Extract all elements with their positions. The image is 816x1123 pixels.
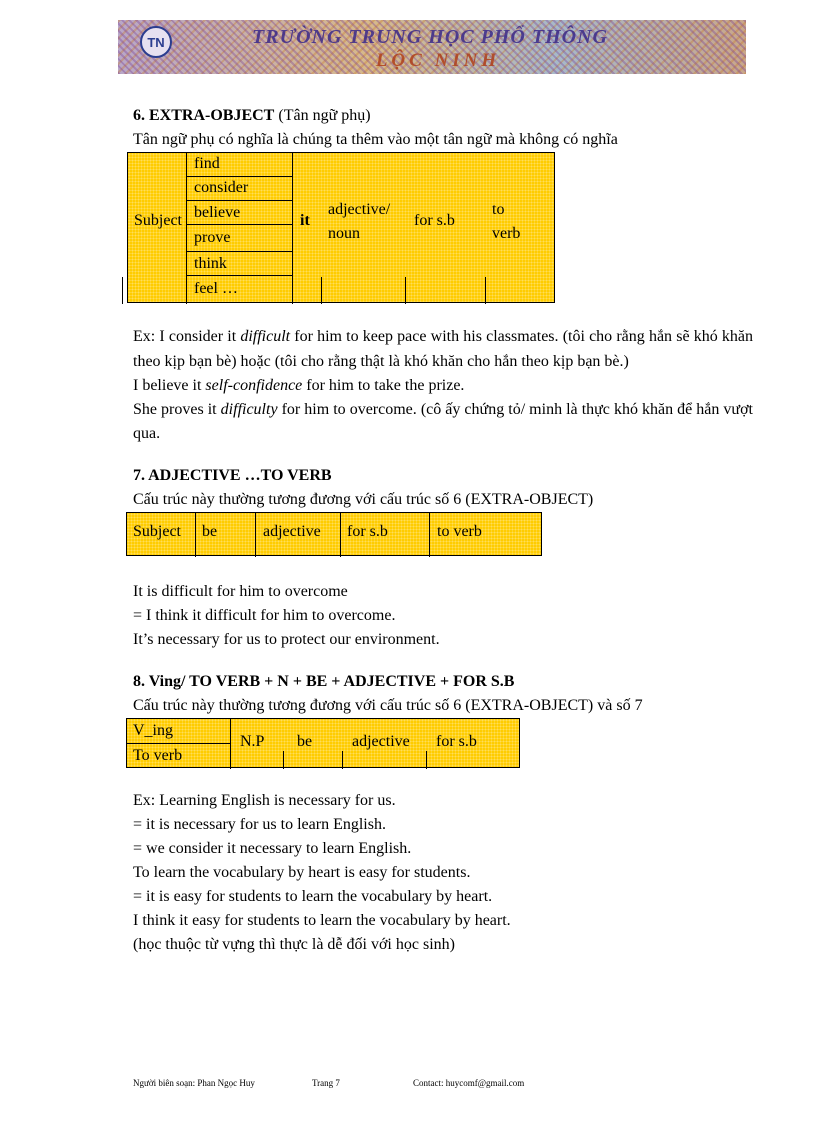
adjective-line1: adjective/ (328, 201, 391, 218)
s8-example-6: I think it easy for students to learn the vocabulary by heart. (133, 912, 511, 929)
s8-example-2: = it is necessary for us to learn English. (133, 816, 386, 833)
section6-intro: Tân ngữ phụ có nghĩa là chúng ta thêm vào một tân ngữ mà không có nghĩa (133, 131, 618, 148)
cell-for-sb: for s.b (347, 523, 388, 540)
cell-be: be (297, 733, 313, 750)
s7-example-1: It is difficult for him to overcome (133, 583, 348, 600)
banner-title: TRƯỜNG TRUNG HỌC PHỔ THÔNG (252, 26, 608, 48)
subject-cell: Subject (134, 212, 182, 229)
to-line1: to (492, 201, 505, 218)
adjective-to-verb-table (126, 512, 542, 556)
verb-feel: feel … (194, 280, 238, 297)
cell-np: N.P (240, 733, 265, 750)
verb-believe: believe (194, 204, 241, 221)
adjective-line2: noun (328, 225, 360, 242)
for-sb-cell: for s.b (414, 212, 455, 229)
s7-example-2: = I think it difficult for him to overcome. (133, 607, 396, 624)
extra-object-table (127, 152, 555, 303)
s8-example-1: Ex: Learning English is necessary for us. (133, 792, 396, 809)
section6-heading: 6. EXTRA-OBJECT (Tân ngữ phụ) (133, 107, 371, 124)
section7-intro: Cấu trúc này thường tương đương với cấu trúc số 6 (EXTRA-OBJECT) (133, 491, 594, 508)
s8-example-7: (học thuộc từ vựng thì thực là dễ đối với học sinh) (133, 936, 455, 953)
cell-adjective: adjective (352, 733, 410, 750)
school-logo: TN (140, 26, 172, 58)
to-line2: verb (492, 225, 521, 242)
it-cell: it (300, 212, 310, 229)
footer-contact: Contact: huycomf@gmail.com (413, 1078, 525, 1088)
cell-to-verb: To verb (133, 747, 183, 764)
section8-intro: Cấu trúc này thường tương đương với cấu trúc số 6 (EXTRA-OBJECT) và số 7 (133, 697, 643, 714)
footer-page-number: Trang 7 (312, 1078, 340, 1088)
example-2: I believe it self-confidence for him to take the prize. (133, 377, 465, 394)
s7-example-3: It’s necessary for us to protect our environment. (133, 631, 440, 648)
verb-consider: consider (194, 179, 249, 196)
banner-subtitle: LỘC NINH (375, 50, 501, 71)
cell-adjective: adjective (263, 523, 321, 540)
footer-author: Người biên soạn: Phan Ngọc Huy (133, 1078, 255, 1088)
example-1: Ex: I consider it difficult for him to keep pace with his classmates. (tôi cho rằng hắn sẽ khó khăn theo kịp bạn bè) hoặc (tôi cho rằng thật là khó khăn cho hắn theo kịp bạn bè.) (133, 328, 753, 370)
verb-find: find (194, 155, 220, 172)
verb-prove: prove (194, 229, 231, 246)
ving-table (126, 718, 520, 768)
s8-example-4: To learn the vocabulary by heart is easy for students. (133, 864, 471, 881)
cell-to-verb: to verb (437, 523, 482, 540)
s8-example-3: = we consider it necessary to learn English. (133, 840, 412, 857)
verb-think: think (194, 255, 227, 272)
cell-subject: Subject (133, 523, 181, 540)
section7-heading: 7. ADJECTIVE …TO VERB (133, 467, 332, 484)
cell-ving: V_ing (133, 722, 173, 739)
cell-for-sb: for s.b (436, 733, 477, 750)
example-3: She proves it difficulty for him to overcome. (cô ấy chứng tỏ/ minh là thực khó khăn để hắn vượt qua. (133, 401, 753, 442)
header-banner (118, 20, 746, 74)
document-body (133, 104, 753, 957)
s8-example-5: = it is easy for students to learn the vocabulary by heart. (133, 888, 493, 905)
section8-heading: 8. Ving/ TO VERB + N + BE + ADJECTIVE + FOR S.B (133, 673, 515, 690)
cell-be: be (202, 523, 218, 540)
